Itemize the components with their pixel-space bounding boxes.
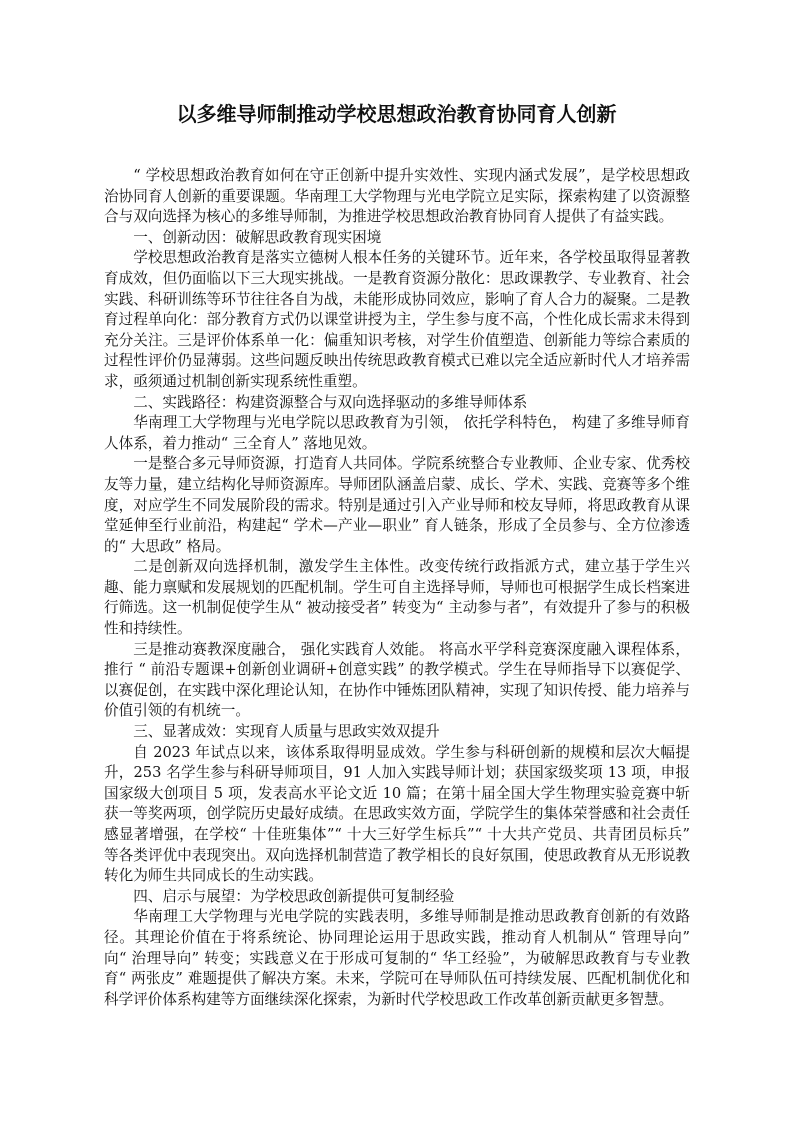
paragraph: 一是整合多元导师资源，打造育人共同体。学院系统整合专业教师、企业专家、优秀校友等力量，建立结构化导师资源库。导师团队涵盖启蒙、成长、学术、实践、竞赛等多个维度，对应学生不同发展阶段的需求。特别是通过引入产业导师和校友导师，将思政教育从课堂延伸至行业前沿，构建起“ 学术—产业—职业” 育人链条，形成了全员参与、全方位渗透的“ 大思政” 格局。 [104,455,690,555]
paragraph: 三是推动赛教深度融合， 强化实践育人效能。 将高水平学科竞赛深度融入课程体系， 推行 “ 前沿专题课+创新创业调研+创意实践” 的教学模式。学生在导师指导下以赛促学、以赛促创，在实践中深化理论认知，在协作中锤炼团队精神，实现了知识传授、能力培养与价值引领的有机统一。 [104,640,690,720]
section-heading: 四、启示与展望：为学校思政创新提供可复制经验 [133,887,455,905]
section-heading: 三、显著成效：实现育人质量与思政实效双提升 [133,723,440,741]
document-title: 以多维导师制推动学校思想政治教育协同育人创新 [176,102,617,126]
paragraph: 学校思想政治教育是落实立德树人根本任务的关键环节。近年来，各学校虽取得显著教育成效，但仍面临以下三大现实挑战。一是教育资源分散化：思政课教学、专业教育、社会实践、科研训练等环节往往各自为战，未能形成协同效应，影响了育人合力的凝聚。二是教育过程单向化：部分教育方式仍以课堂讲授为主，学生参与度不高，个性化成长需求未得到充分关注。三是评价体系单一化：偏重知识考核，对学生价值塑造、创新能力等综合素质的过程性评价仍显薄弱。这些问题反映出传统思政教育模式已难以完全适应新时代人才培养需求，亟须通过机制创新实现系统性重塑。 [104,249,690,390]
paragraph: 华南理工大学物理与光电学院以思政教育为引领， 依托学科特色， 构建了多维导师育人体系，着力推动“ 三全育人” 落地见效。 [104,414,690,452]
paragraph: 自 2023 年试点以来，该体系取得明显成效。学生参与科研创新的规模和层次大幅提升，253 名学生参与科研导师项目，91 人加入实践导师计划；获国家级奖项 13 项，申报国家级大创项目 5 项，发表高水平论文近 10 篇；在第十届全国大学生物理实验竞赛中斩获一等奖两项，创学院历史最好成绩。在思政实效方面，学院学生的集体荣誉感和社会责任感显著增强，在学校“ 十佳班集体”“ 十大三好学生标兵”“ 十大共产党员、共青团员标兵” 等各类评优中表现突出。双向选择机制营造了教学相长的良好氛围，使思政教育从无形说教转化为师生共同成长的生动实践。 [104,743,690,885]
intro-paragraph: “ 学校思想政治教育如何在守正创新中提升实效性、实现内涵式发展”，是学校思想政治协同育人创新的重要课题。华南理工大学物理与光电学院立足实际，探索构建了以资源整合与双向选择为核心的多维导师制，为推进学校思想政治教育协同育人提供了有益实践。 [104,167,690,226]
document-body [104,166,690,1010]
paragraph: 二是创新双向选择机制，激发学生主体性。改变传统行政指派方式，建立基于学生兴趣、能力禀赋和发展规划的匹配机制。学生可自主选择导师，导师也可根据学生成长档案进行筛选。这一机制促使学生从“ 被动接受者” 转变为“ 主动参与者”，有效提升了参与的积极性和持续性。 [104,558,690,638]
paragraph: 华南理工大学物理与光电学院的实践表明，多维导师制是推动思政教育创新的有效路径。其理论价值在于将系统论、协同理论运用于思政实践，推动育人机制从“ 管理导向” 向“ 治理导向” 转变；实践意义在于形成可复制的“ 华工经验”，为破解思政教育与专业教育“ 两张皮” 难题提供了解决方案。未来，学院可在导师队伍可持续发展、匹配机制优化和科学评价体系构建等方面继续深化探索，为新时代学校思政工作改革创新贡献更多智慧。 [104,908,690,1008]
section-heading: 一、创新动因：破解思政教育现实困境 [133,228,382,246]
section-heading: 二、实践路径：构建资源整合与双向选择驱动的多维导师体系 [133,393,528,411]
